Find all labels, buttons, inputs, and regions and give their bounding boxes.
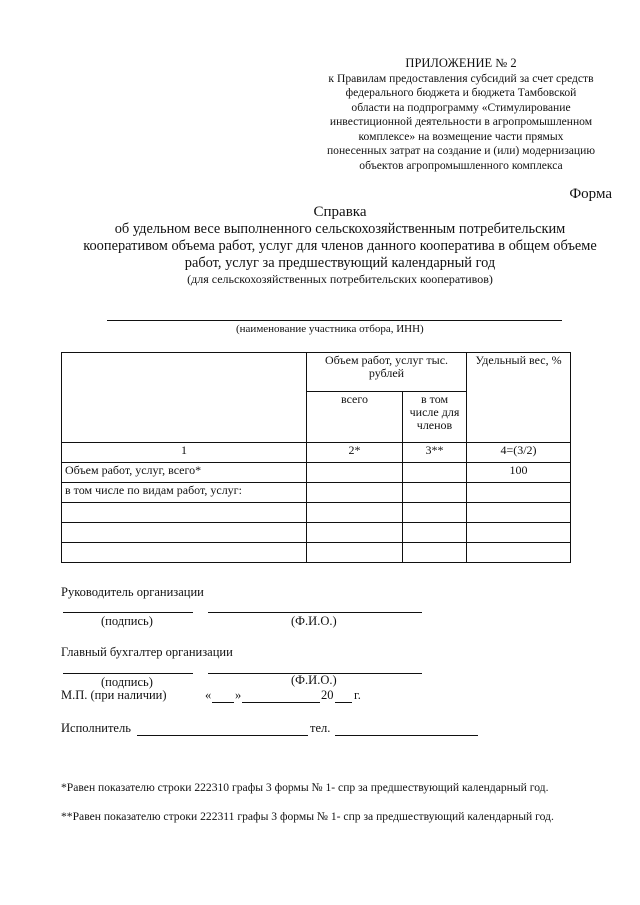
footnote: **Равен показателю строки 222311 графы 3 формы № 1- спр за предшествующий календарный год. xyxy=(61,810,554,823)
accountant-sign-caption: (подпись) xyxy=(101,675,153,689)
table-cell[interactable] xyxy=(403,463,467,483)
header-volume: Объем работ, услуг тыс. рублей xyxy=(307,353,467,392)
table-cell[interactable] xyxy=(307,503,403,523)
table-row xyxy=(62,543,571,563)
table-cell[interactable] xyxy=(467,483,571,503)
appendix-line: к Правилам предоставления субсидий за счет средств xyxy=(328,71,594,85)
table-cell[interactable] xyxy=(403,503,467,523)
table-row xyxy=(62,483,571,503)
footnote: *Равен показателю строки 222310 графы 3 формы № 1- спр за предшествующий календарный год. xyxy=(61,781,549,794)
phone-label: тел. xyxy=(310,721,331,735)
table-cell[interactable] xyxy=(467,523,571,543)
accountant-signature-line[interactable] xyxy=(63,673,193,674)
table-cell[interactable] xyxy=(403,523,467,543)
column-number: 1 xyxy=(62,443,307,463)
header-share: Удельный вес, % xyxy=(467,353,571,443)
table-row xyxy=(62,443,571,463)
table-cell[interactable] xyxy=(467,543,571,563)
appendix-line: области на подпрограмму «Стимулирование xyxy=(351,100,571,114)
head-signature-line[interactable] xyxy=(63,612,193,613)
table-cell[interactable] xyxy=(62,503,307,523)
date-day-line[interactable] xyxy=(212,702,234,703)
heading-line: работ, услуг за предшествующий календарный год xyxy=(184,255,496,271)
column-number: 3** xyxy=(403,443,467,463)
head-fio-line[interactable] xyxy=(208,612,422,613)
document-title: Справка xyxy=(313,204,367,220)
appendix-block xyxy=(300,56,622,173)
date-suffix: г. xyxy=(354,688,361,702)
appendix-title: ПРИЛОЖЕНИЕ № 2 xyxy=(405,56,517,70)
table-cell[interactable] xyxy=(467,503,571,523)
date-year-prefix: 20 xyxy=(321,688,334,702)
heading-line: об удельном весе выполненного сельскохозяйственным потребительским xyxy=(114,221,566,237)
row-label: Объем работ, услуг, всего* xyxy=(62,463,307,483)
head-fio-caption: (Ф.И.О.) xyxy=(291,614,337,628)
date-month-line[interactable] xyxy=(242,702,320,703)
table-cell[interactable] xyxy=(307,463,403,483)
head-label: Руководитель организации xyxy=(61,585,204,599)
phone-line[interactable] xyxy=(335,735,478,736)
table-cell[interactable] xyxy=(307,523,403,543)
row-label: в том числе по видам работ, услуг: xyxy=(62,483,307,503)
data-table xyxy=(61,352,571,563)
row-share-value: 100 xyxy=(467,463,571,483)
table-row xyxy=(62,503,571,523)
table-cell[interactable] xyxy=(62,523,307,543)
table-row xyxy=(62,463,571,483)
appendix-line: инвестиционной деятельности в агропромышленном xyxy=(329,115,593,128)
table-cell[interactable] xyxy=(62,543,307,563)
date-year-line[interactable] xyxy=(335,702,352,703)
table-header-empty xyxy=(62,353,307,443)
date-close-quote: » xyxy=(235,688,242,702)
table-row xyxy=(62,523,571,543)
table-cell[interactable] xyxy=(307,483,403,503)
table-cell[interactable] xyxy=(403,483,467,503)
document-heading xyxy=(40,203,640,287)
column-number: 4=(3/2) xyxy=(467,443,571,463)
appendix-line: объектов агропромышленного комплекса xyxy=(359,158,563,172)
header-total: всего xyxy=(307,392,403,443)
participant-caption: (наименование участника отбора, ИНН) xyxy=(236,323,424,335)
executor-line[interactable] xyxy=(137,735,308,736)
seal-label: М.П. (при наличии) xyxy=(61,688,167,702)
table-cell[interactable] xyxy=(403,543,467,563)
head-sign-caption: (подпись) xyxy=(101,614,153,628)
participant-name-line[interactable] xyxy=(107,320,562,321)
heading-subtitle: (для сельскохозяйственных потребительских кооперативов) xyxy=(187,272,493,286)
table-cell[interactable] xyxy=(307,543,403,563)
form-label: Форма xyxy=(569,186,612,202)
column-number: 2* xyxy=(307,443,403,463)
executor-label: Исполнитель xyxy=(61,721,131,735)
accountant-label: Главный бухгалтер организации xyxy=(61,645,233,659)
heading-line: кооперативом объема работ, услуг для членов данного кооператива в общем объеме xyxy=(83,238,597,254)
header-members: в том числе для членов xyxy=(403,392,467,443)
appendix-line: федерального бюджета и бюджета Тамбовской xyxy=(345,86,577,99)
accountant-fio-caption: (Ф.И.О.) xyxy=(291,673,337,687)
appendix-line: понесенных затрат на создание и (или) модернизацию xyxy=(326,144,596,157)
date-open-quote: « xyxy=(205,688,212,702)
appendix-line: комплексе» на возмещение части прямых xyxy=(358,129,564,143)
